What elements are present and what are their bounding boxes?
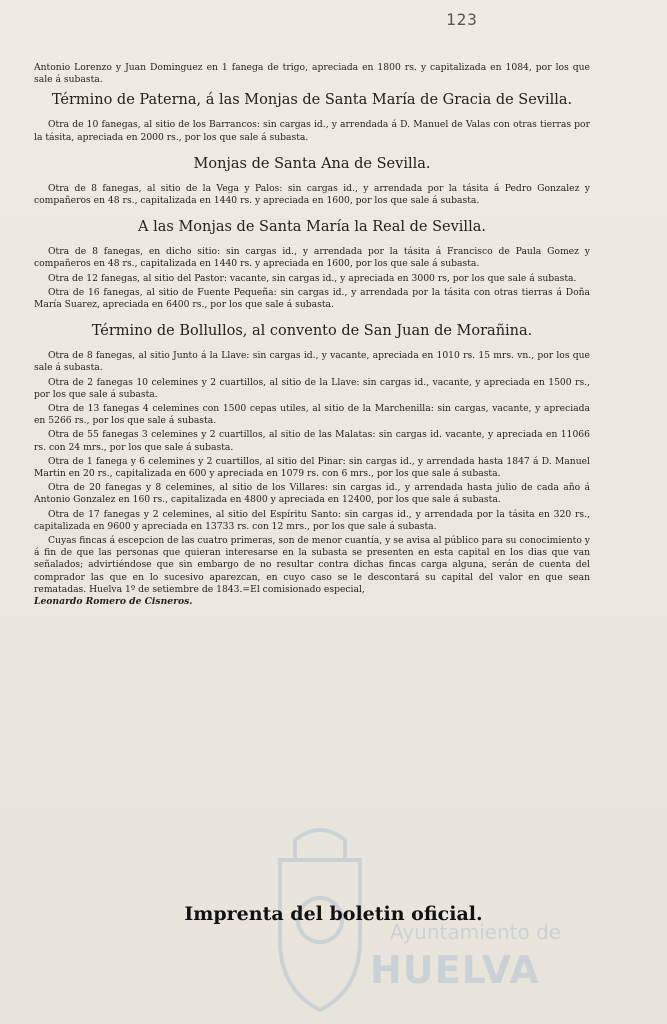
paragraph-marchenilla: Otra de 13 fanegas 4 celemines con 1500 cepas utiles, al sitio de la Marchenilla: sin cargas, vacante, y apreciada en 5266 rs., por los que sale á subasta.	[34, 403, 590, 427]
heading-paterna: Término de Paterna, á las Monjas de Santa María de Gracia de Sevilla.	[51, 92, 573, 109]
document-body	[34, 62, 590, 608]
paragraph-la-llave: Otra de 2 fanegas 10 celemines y 2 cuartillos, al sitio de la Llave: sin cargas id., vacante, y apreciada en 1500 rs., por los que sale á subasta.	[34, 376, 590, 400]
paragraph-fuente-pequena: Otra de 16 fanegas, al sitio de Fuente Pequeña: sin cargas id., y arrendada por la tásita con otras tierras á Doña María Suarez, apreciada en 6400 rs., por los que sale á subasta.	[34, 286, 590, 311]
heading-santa-ana: Monjas de Santa Ana de Sevilla.	[193, 155, 431, 172]
paragraph-malatas: Otra de 55 fanegas 3 celemines y 2 cuartillos, al sitio de las Malatas: sin cargas id. vacante, y apreciada en 11066 rs. con 24 mrs., por los que sale á subasta.	[34, 429, 590, 453]
paragraph-pastor: Otra de 12 fanegas, al sitio del Pastor: vacante, sin cargas id., y apreciada en 3000 rs, por los que sale á subasta.	[48, 272, 577, 284]
paragraph-conclusion: Cuyas fincas á escepcion de las cuatro primeras, son de menor cuantía, y se avisa al público para su conocimiento y á fin de que las personas que quieran interesarse en la subasta se presenten en esta capital en los dias que van señalados; advirtiéndose que sin embargo de no resultar contra dichas fincas carga alguna, serán de cuenta del comprador las que en lo sucesivo aparezcan, en cuyo caso se le descontará su capital del valor en que sean rematadas. Huelva 1º de setiembre de 1843.=El comisionado especial,	[34, 535, 590, 595]
paragraph-espiritu-santo: Otra de 17 fanegas y 2 celemines, al sitio del Espíritu Santo: sin cargas id., y arrendada por la tásita en 320 rs., capitalizada en 9600 y apreciada en 13733 rs. con 12 mrs., por los que sale á subasta.	[34, 508, 590, 532]
heading-santa-maria-real: A las Monjas de Santa María la Real de Sevilla.	[138, 219, 486, 236]
watermark-line2: HUELVA	[370, 948, 540, 992]
watermark-line1: Ayuntamiento de	[390, 920, 562, 944]
signature: Leonardo Romero de Cisneros.	[34, 596, 193, 608]
paragraph-junto-llave: Otra de 8 fanegas, al sitio Junto á la Llave: sin cargas id., y vacante, apreciada en 1010 rs. 15 mrs. vn., por los que sale á subasta.	[34, 350, 590, 374]
paragraph-vega-palos: Otra de 8 fanegas, al sitio de la Vega y Palos: sin cargas id., y arrendada por la tásita á Pedro Gonzalez y compañeros en 48 rs., capitalizada en 1440 rs. y apreciada en 1600, por los que sale á subasta.	[34, 182, 590, 207]
intro-paragraph: Antonio Lorenzo y Juan Dominguez en 1 fanega de trigo, apreciada en 1800 rs. y capitalizada en 1084, por los que sale á subasta.	[34, 62, 590, 86]
paragraph-dicho-sitio: Otra de 8 fanegas, en dicho sitio: sin cargas id., y arrendada por la tásita á Francisco de Paula Gomez y compañeros en 48 rs., capitalizada en 1440 rs. y apreciada en 1600, por los que sale á subasta.	[34, 246, 590, 270]
printer-imprint: Imprenta del boletin oficial.	[184, 903, 483, 925]
paragraph-villares: Otra de 20 fanegas y 8 celemines, al sitio de los Villares: sin cargas id., y arrendada hasta julio de cada año á Antonio Gonzalez en 160 rs., capitalizada en 4800 y apreciada en 12400, por los que sale á subasta.	[34, 482, 590, 506]
paragraph-pinar: Otra de 1 fanega y 6 celemines y 2 cuartillos, al sitio del Pinar: sin cargas id., y arrendada hasta 1847 á D. Manuel Martin en 20 rs., capitalizada en 600 y apreciada en 1079 rs. con 6 mrs., por los que sale á subasta.	[34, 455, 590, 480]
heading-bollullos: Término de Bollullos, al convento de San Juan de Morañina.	[91, 323, 533, 340]
page-number: 123	[446, 10, 478, 29]
paragraph-barrancos: Otra de 10 fanegas, al sitio de los Barrancos: sin cargas id., y arrendada á D. Manuel de Valas con otras tierras por la tásita, apreciada en 2000 rs., por los que sale á subasta.	[34, 119, 590, 143]
